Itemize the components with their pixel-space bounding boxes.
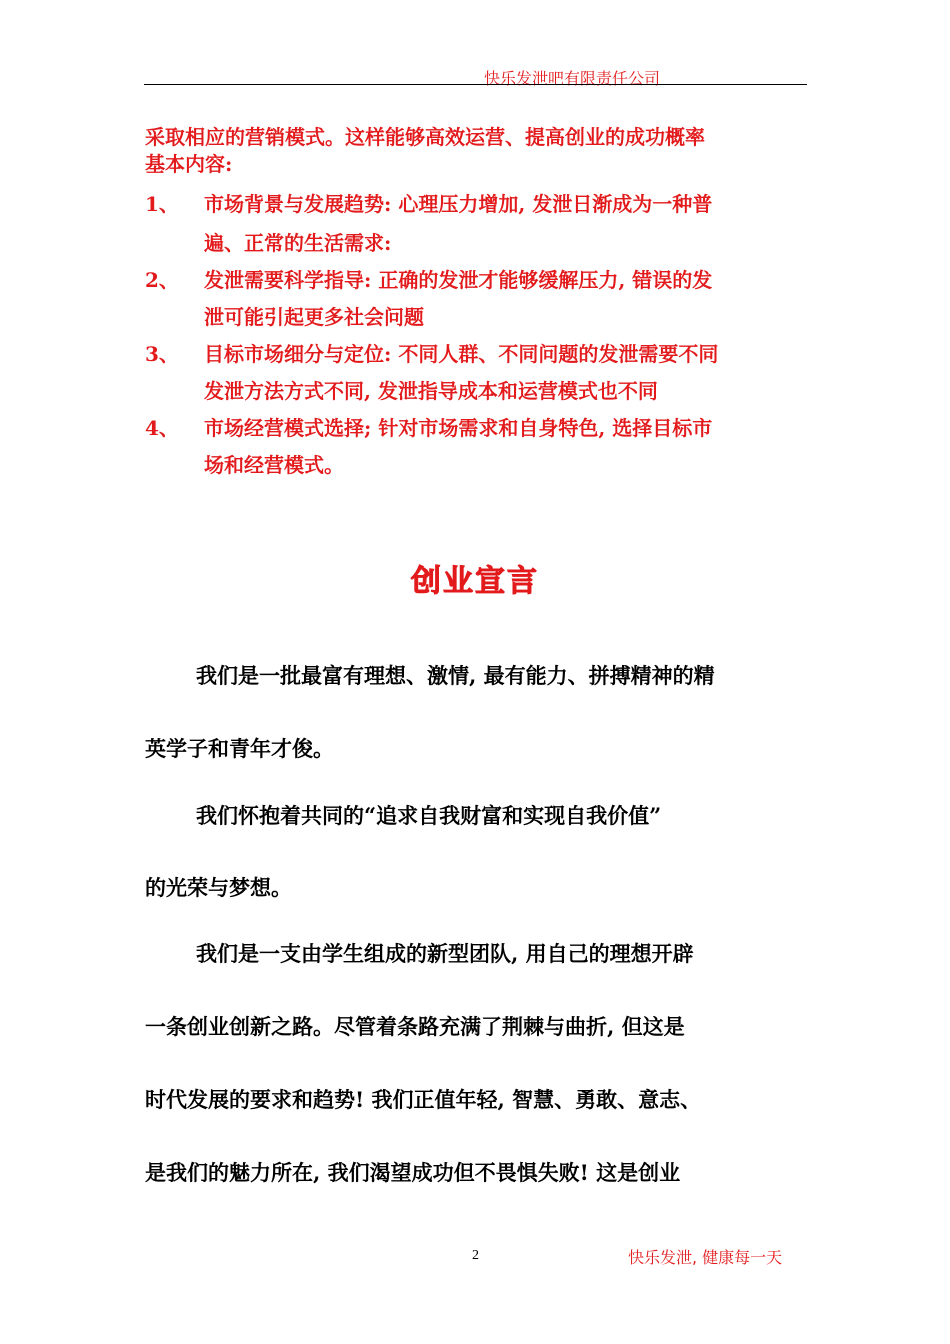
- manifesto-line: 一条创业创新之路。尽管着条路充满了荆棘与曲折, 但这是: [145, 1014, 685, 1039]
- list-item-text: 市场经营模式选择; 针对市场需求和自身特色, 选择目标市: [204, 416, 713, 440]
- list-item-number: 4、: [145, 416, 179, 440]
- list-item-number: 3、: [145, 342, 179, 366]
- manifesto-line: 我们是一支由学生组成的新型团队, 用自己的理想开辟: [196, 941, 694, 966]
- list-item-number: 1、: [145, 192, 179, 216]
- manifesto-line: 时代发展的要求和趋势! 我们正值年轻, 智慧、勇敢、意志、: [145, 1087, 702, 1112]
- list-item-text: 场和经营模式。: [204, 453, 344, 477]
- list-item-text: 市场背景与发展趋势: 心理压力增加, 发泄日渐成为一种普: [204, 192, 713, 216]
- manifesto-line: 英学子和青年才俊。: [145, 736, 334, 761]
- list-item-text: 发泄需要科学指导: 正确的发泄才能够缓解压力, 错误的发: [204, 268, 713, 292]
- list-item-number: 2、: [145, 268, 179, 292]
- list-item-text: 发泄方法方式不同, 发泄指导成本和运营模式也不同: [204, 379, 658, 403]
- list-item-text: 遍、正常的生活需求:: [204, 231, 392, 255]
- header-company-name: 快乐发泄吧有限责任公司: [484, 69, 661, 88]
- manifesto-line: 我们是一批最富有理想、激情, 最有能力、拼搏精神的精: [196, 663, 715, 688]
- footer-slogan: 快乐发泄, 健康每一天: [628, 1248, 783, 1267]
- manifesto-line: 是我们的魅力所在, 我们渴望成功但不畏惧失败! 这是创业: [145, 1160, 681, 1185]
- manifesto-line: 我们怀抱着共同的“追求自我财富和实现自我价值”: [196, 803, 662, 828]
- section-title: 创业宣言: [411, 564, 539, 599]
- list-item-text: 泄可能引起更多社会问题: [204, 305, 424, 329]
- intro-line-2: 基本内容:: [145, 152, 233, 176]
- manifesto-line: 的光荣与梦想。: [145, 875, 292, 900]
- intro-line-1: 采取相应的营销模式。这样能够高效运营、提高创业的成功概率: [145, 125, 705, 149]
- page-number: 2: [472, 1248, 479, 1263]
- header-divider: [144, 84, 807, 85]
- list-item-text: 目标市场细分与定位: 不同人群、不同问题的发泄需要不同: [204, 342, 719, 366]
